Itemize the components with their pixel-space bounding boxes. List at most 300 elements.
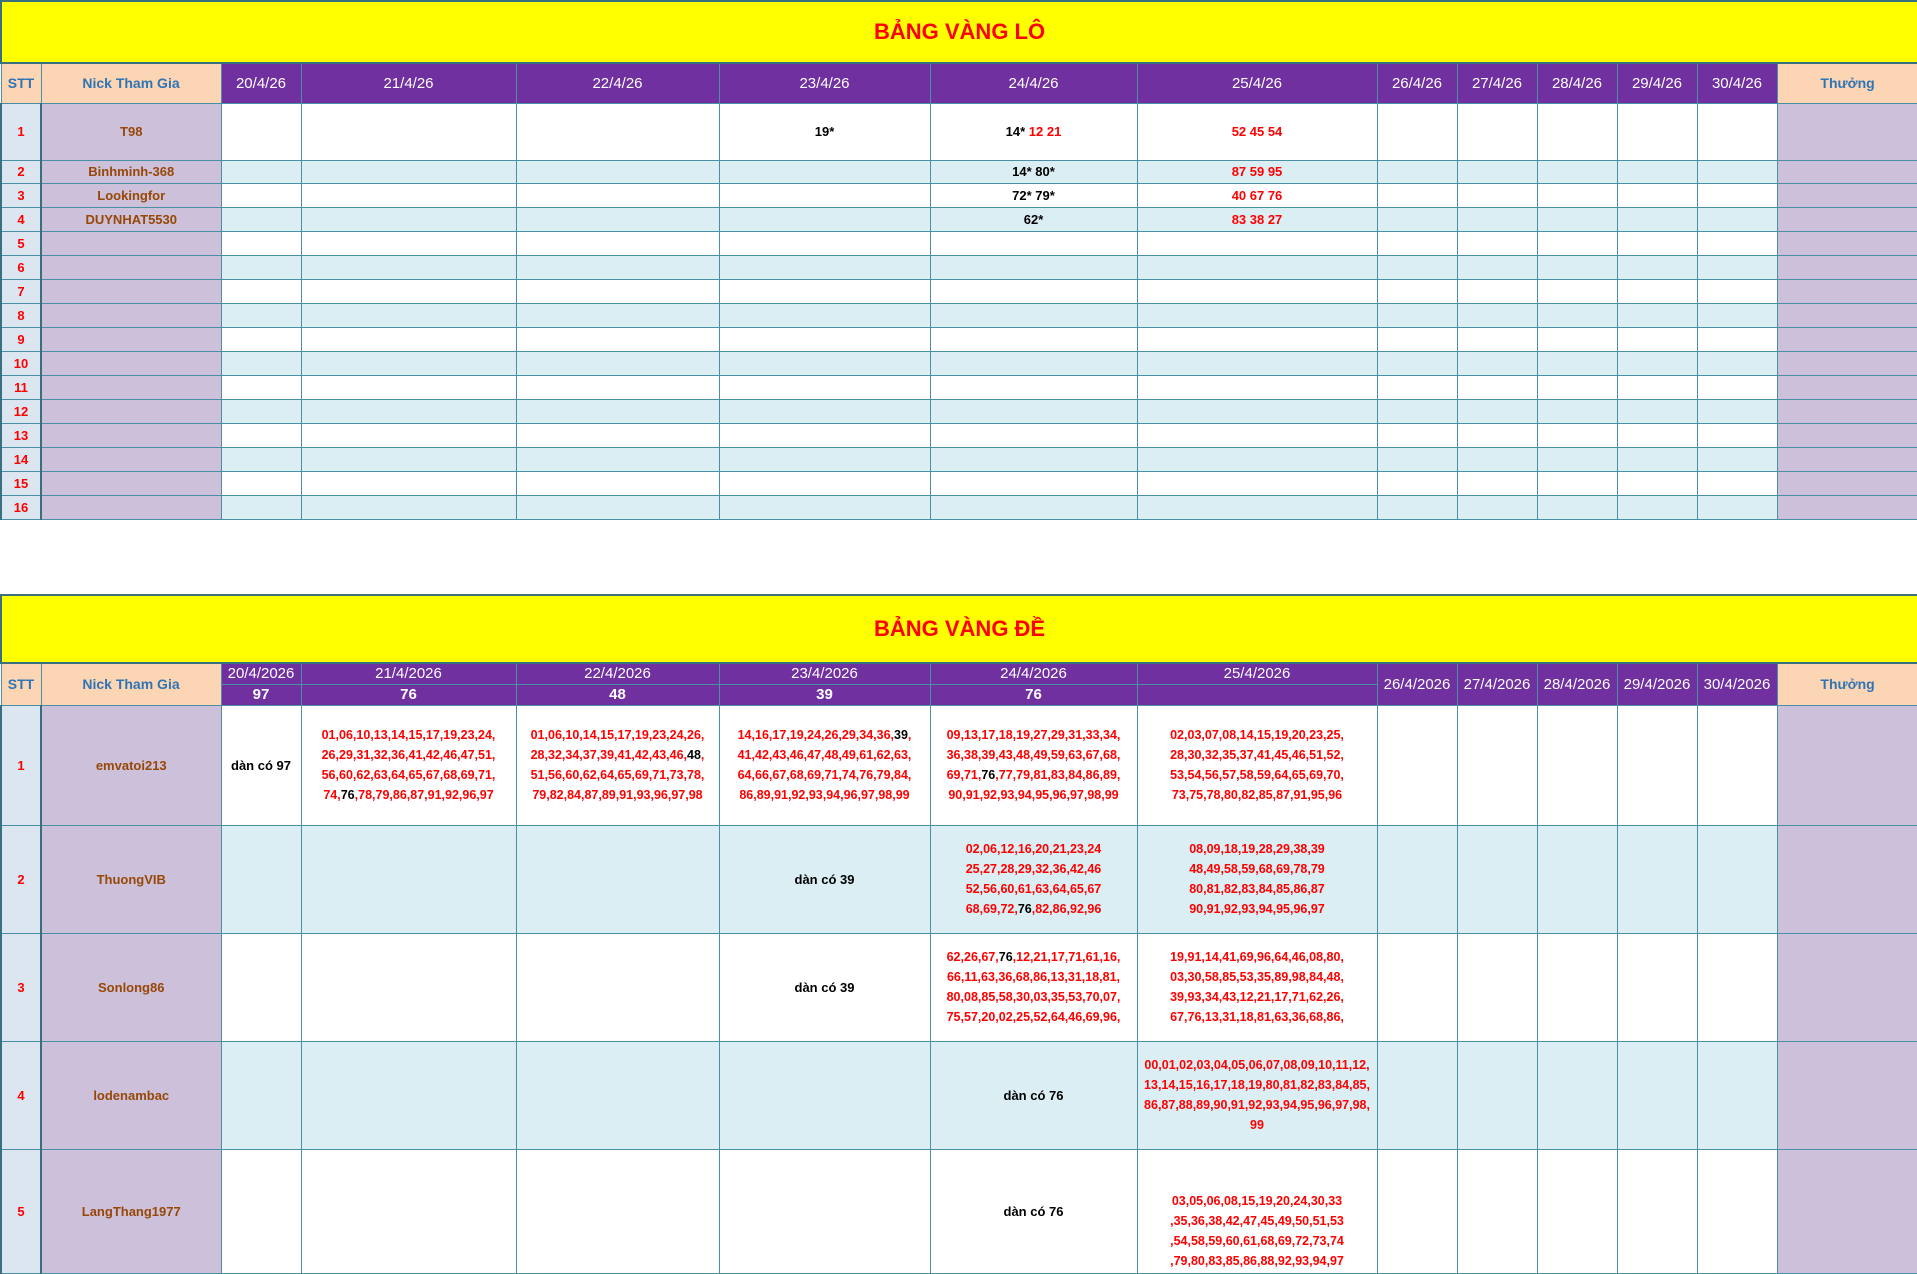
de-cell-22 bbox=[516, 1041, 719, 1149]
de-cell-30 bbox=[1697, 1041, 1777, 1149]
lo-cell-25 bbox=[1137, 447, 1377, 471]
lo-cell-29 bbox=[1617, 231, 1697, 255]
lo-cell-26 bbox=[1377, 495, 1457, 519]
lo-cell-29 bbox=[1617, 279, 1697, 303]
de-row-nick: ThuongVIB bbox=[41, 825, 221, 933]
de-result-23: 39 bbox=[719, 684, 930, 705]
lo-cell-27 bbox=[1457, 255, 1537, 279]
lo-cell-24-star: 72* 79* bbox=[1012, 187, 1055, 203]
lo-cell-21 bbox=[301, 495, 516, 519]
lo-cell-25 bbox=[1137, 279, 1377, 303]
lo-row-nick: DUYNHAT5530 bbox=[41, 207, 221, 231]
lo-cell-28 bbox=[1537, 103, 1617, 160]
lo-cell-26 bbox=[1377, 447, 1457, 471]
de-row-thuong bbox=[1777, 825, 1917, 933]
lo-cell-23 bbox=[719, 495, 930, 519]
de-cell-25: 08,09,18,19,28,29,38,39 48,49,58,59,68,69,78,79 80,81,82,83,84,85,86,87 90,91,92,93,94,95,96,97 bbox=[1137, 825, 1377, 933]
lo-cell-27 bbox=[1457, 495, 1537, 519]
lo-row bbox=[1, 279, 1917, 303]
de-cell-20: dàn có 97 bbox=[221, 705, 301, 825]
lo-cell-26 bbox=[1377, 423, 1457, 447]
de-header-date-22: 22/4/2026 bbox=[516, 663, 719, 684]
lo-cell-30 bbox=[1697, 447, 1777, 471]
lo-row-nick bbox=[41, 375, 221, 399]
lo-header-date-27: 27/4/26 bbox=[1457, 63, 1537, 103]
lo-row bbox=[1, 327, 1917, 351]
lo-cell-22 bbox=[516, 103, 719, 160]
lo-cell-24 bbox=[930, 103, 1137, 160]
de-cell-21 bbox=[301, 825, 516, 933]
lo-row-thuong bbox=[1777, 423, 1917, 447]
lo-cell-20 bbox=[221, 327, 301, 351]
lo-cell-22 bbox=[516, 207, 719, 231]
de-cell-21 bbox=[301, 1041, 516, 1149]
lo-row-thuong bbox=[1777, 231, 1917, 255]
lo-title: BẢNG VÀNG LÔ bbox=[1, 1, 1917, 63]
lo-cell-29 bbox=[1617, 423, 1697, 447]
lo-cell-27 bbox=[1457, 423, 1537, 447]
lo-cell-20 bbox=[221, 471, 301, 495]
lo-cell-27 bbox=[1457, 471, 1537, 495]
lo-cell-26 bbox=[1377, 160, 1457, 183]
lo-row-thuong bbox=[1777, 375, 1917, 399]
lo-row-thuong bbox=[1777, 471, 1917, 495]
lo-cell-23 bbox=[719, 423, 930, 447]
lo-cell-23 bbox=[719, 207, 930, 231]
lo-row-stt: 8 bbox=[1, 303, 41, 327]
lo-cell-22 bbox=[516, 327, 719, 351]
lo-cell-28 bbox=[1537, 423, 1617, 447]
lo-header-date-20: 20/4/26 bbox=[221, 63, 301, 103]
lo-cell-28 bbox=[1537, 375, 1617, 399]
de-cell-22-list-a: 01,06,10,14,15,17,19,23,24,26, 28,32,34,37,39,41,42,43,46, bbox=[530, 728, 705, 762]
de-row-stt: 5 bbox=[1, 1149, 41, 1273]
de-cell-21 bbox=[301, 1149, 516, 1273]
lo-cell-23: 19* bbox=[719, 103, 930, 160]
lo-row-nick bbox=[41, 351, 221, 375]
de-cell-30 bbox=[1697, 933, 1777, 1041]
lo-cell-22 bbox=[516, 231, 719, 255]
lo-header-date-30: 30/4/26 bbox=[1697, 63, 1777, 103]
lo-header-thuong: Thưởng bbox=[1777, 63, 1917, 103]
lo-cell-25 bbox=[1137, 231, 1377, 255]
de-row bbox=[1, 1149, 1917, 1273]
de-header-nick: Nick Tham Gia bbox=[41, 663, 221, 705]
lo-cell-30 bbox=[1697, 423, 1777, 447]
lo-row-stt: 12 bbox=[1, 399, 41, 423]
lo-row-nick bbox=[41, 423, 221, 447]
de-cell-27 bbox=[1457, 705, 1537, 825]
lo-row bbox=[1, 399, 1917, 423]
lo-cell-20 bbox=[221, 160, 301, 183]
lo-header-date-25: 25/4/26 bbox=[1137, 63, 1377, 103]
lo-row bbox=[1, 303, 1917, 327]
de-header-date-26: 26/4/2026 bbox=[1377, 663, 1457, 705]
lo-cell-24 bbox=[930, 207, 1137, 231]
lo-cell-30 bbox=[1697, 231, 1777, 255]
lo-row bbox=[1, 183, 1917, 207]
lo-row-stt: 5 bbox=[1, 231, 41, 255]
lo-cell-29 bbox=[1617, 399, 1697, 423]
lo-cell-30 bbox=[1697, 255, 1777, 279]
lo-cell-25: 87 59 95 bbox=[1137, 160, 1377, 183]
lo-row-stt: 3 bbox=[1, 183, 41, 207]
lo-cell-20 bbox=[221, 351, 301, 375]
lo-cell-28 bbox=[1537, 447, 1617, 471]
lo-cell-25 bbox=[1137, 423, 1377, 447]
lo-cell-24 bbox=[930, 351, 1137, 375]
lo-cell-20 bbox=[221, 279, 301, 303]
lo-cell-20 bbox=[221, 399, 301, 423]
lo-cell-21 bbox=[301, 327, 516, 351]
lo-cell-20 bbox=[221, 207, 301, 231]
de-cell-23-list-a: 14,16,17,19,24,26,29,34,36, bbox=[737, 728, 894, 742]
lo-cell-29 bbox=[1617, 495, 1697, 519]
lo-row-stt: 14 bbox=[1, 447, 41, 471]
lo-cell-21 bbox=[301, 351, 516, 375]
lo-cell-29 bbox=[1617, 351, 1697, 375]
de-cell-29 bbox=[1617, 1149, 1697, 1273]
de-cell-28 bbox=[1537, 705, 1617, 825]
de-table bbox=[0, 594, 1917, 1274]
de-cell-24-list-a: 09,13,17,18,19,27,29,31,33,34, 36,38,39,43,48,49,59,63,67,68, 69,71, bbox=[946, 728, 1121, 782]
lo-cell-28 bbox=[1537, 327, 1617, 351]
lo-cell-26 bbox=[1377, 375, 1457, 399]
de-cell-24-list-b: ,82,86,92,96 bbox=[1031, 902, 1102, 916]
lo-table bbox=[0, 0, 1917, 520]
lo-cell-24 bbox=[930, 327, 1137, 351]
de-cell-21-hit: 76 bbox=[340, 788, 355, 802]
de-cell-28 bbox=[1537, 825, 1617, 933]
lo-row-nick bbox=[41, 495, 221, 519]
lo-cell-26 bbox=[1377, 399, 1457, 423]
lo-row bbox=[1, 375, 1917, 399]
lo-cell-21 bbox=[301, 103, 516, 160]
lo-cell-21 bbox=[301, 423, 516, 447]
lo-cell-21 bbox=[301, 255, 516, 279]
lo-row-stt: 11 bbox=[1, 375, 41, 399]
lo-cell-26 bbox=[1377, 303, 1457, 327]
de-cell-29 bbox=[1617, 825, 1697, 933]
lo-cell-27 bbox=[1457, 207, 1537, 231]
lo-cell-24-star: 14* bbox=[1005, 124, 1026, 139]
lo-cell-22 bbox=[516, 375, 719, 399]
lo-cell-30 bbox=[1697, 207, 1777, 231]
lo-cell-23 bbox=[719, 399, 930, 423]
lo-cell-29 bbox=[1617, 160, 1697, 183]
lo-row bbox=[1, 471, 1917, 495]
de-cell-30 bbox=[1697, 825, 1777, 933]
lo-cell-28 bbox=[1537, 279, 1617, 303]
lo-cell-26 bbox=[1377, 255, 1457, 279]
de-cell-22 bbox=[516, 1149, 719, 1273]
de-cell-24-list-a: 02,06,12,16,20,21,23,24 25,27,28,29,32,36,42,46 52,56,60,61,63,64,65,67 68,69,72, bbox=[965, 842, 1102, 916]
lo-row-nick: T98 bbox=[41, 103, 221, 160]
lo-cell-25: 83 38 27 bbox=[1137, 207, 1377, 231]
lo-cell-27 bbox=[1457, 103, 1537, 160]
de-cell-30 bbox=[1697, 1149, 1777, 1273]
lo-cell-28 bbox=[1537, 255, 1617, 279]
lo-row-nick bbox=[41, 279, 221, 303]
de-cell-23-list-b: , 41,42,43,46,47,48,49,61,62,63, 64,66,67,68,69,71,74,76,79,84, 86,89,91,92,93,94,96,97,98,99 bbox=[737, 728, 912, 802]
lo-cell-24-star: 14* 80* bbox=[1012, 164, 1055, 179]
lo-row bbox=[1, 160, 1917, 183]
de-cell-28 bbox=[1537, 1149, 1617, 1273]
de-cell-25: 02,03,07,08,14,15,19,20,23,25, 28,30,32,35,37,41,45,46,51,52, 53,54,56,57,58,59,64,65,69,70, 73,75,78,80,82,85,87,91,95,96 bbox=[1137, 705, 1377, 825]
lo-cell-21 bbox=[301, 447, 516, 471]
lo-cell-22 bbox=[516, 423, 719, 447]
lo-row-stt: 1 bbox=[1, 103, 41, 160]
lo-cell-22 bbox=[516, 495, 719, 519]
lo-row-thuong bbox=[1777, 327, 1917, 351]
lo-header-date-26: 26/4/26 bbox=[1377, 63, 1457, 103]
lo-cell-28 bbox=[1537, 207, 1617, 231]
lo-row-stt: 16 bbox=[1, 495, 41, 519]
de-row-nick: emvatoi213 bbox=[41, 705, 221, 825]
lo-cell-22 bbox=[516, 279, 719, 303]
de-header-date-21: 21/4/2026 bbox=[301, 663, 516, 684]
lo-cell-24 bbox=[930, 303, 1137, 327]
lo-cell-30 bbox=[1697, 327, 1777, 351]
lo-cell-20 bbox=[221, 423, 301, 447]
de-cell-23 bbox=[719, 1041, 930, 1149]
lo-cell-30 bbox=[1697, 375, 1777, 399]
de-cell-24-hit: 76 bbox=[981, 768, 996, 782]
de-row-thuong bbox=[1777, 1149, 1917, 1273]
de-header-date-23: 23/4/2026 bbox=[719, 663, 930, 684]
de-cell-21 bbox=[301, 705, 516, 825]
lo-cell-21 bbox=[301, 471, 516, 495]
lo-header-date-29: 29/4/26 bbox=[1617, 63, 1697, 103]
lo-cell-27 bbox=[1457, 279, 1537, 303]
lo-cell-27 bbox=[1457, 351, 1537, 375]
de-cell-24 bbox=[930, 933, 1137, 1041]
lo-row-thuong bbox=[1777, 447, 1917, 471]
lo-cell-23 bbox=[719, 351, 930, 375]
lo-row bbox=[1, 207, 1917, 231]
lo-cell-24 bbox=[930, 495, 1137, 519]
de-cell-22 bbox=[516, 825, 719, 933]
lo-row-stt: 10 bbox=[1, 351, 41, 375]
lo-cell-28 bbox=[1537, 471, 1617, 495]
de-cell-27 bbox=[1457, 933, 1537, 1041]
lo-cell-20 bbox=[221, 103, 301, 160]
lo-header-date-24: 24/4/26 bbox=[930, 63, 1137, 103]
de-title: BẢNG VÀNG ĐỀ bbox=[1, 595, 1917, 663]
lo-row-nick bbox=[41, 399, 221, 423]
de-cell-27 bbox=[1457, 1149, 1537, 1273]
de-row-nick: lodenambac bbox=[41, 1041, 221, 1149]
lo-row-stt: 13 bbox=[1, 423, 41, 447]
lo-row-nick bbox=[41, 447, 221, 471]
lo-body bbox=[1, 103, 1917, 519]
de-cell-24-list-a: 62,26,67, bbox=[946, 950, 999, 964]
de-result-20: 97 bbox=[221, 684, 301, 705]
de-header-date-28: 28/4/2026 bbox=[1537, 663, 1617, 705]
lo-cell-28 bbox=[1537, 231, 1617, 255]
de-header-date-24: 24/4/2026 bbox=[930, 663, 1137, 684]
de-cell-24-list-b: ,12,21,17,71,61,16, 66,11,63,36,68,86,13,31,18,81, 80,08,85,58,30,03,35,53,70,07, 75,57,20,02,25,52,64,46,69,96, bbox=[946, 950, 1121, 1024]
de-cell-30 bbox=[1697, 705, 1777, 825]
lo-row bbox=[1, 255, 1917, 279]
lo-row-stt: 9 bbox=[1, 327, 41, 351]
lo-cell-27 bbox=[1457, 327, 1537, 351]
lo-cell-21 bbox=[301, 375, 516, 399]
lo-cell-30 bbox=[1697, 160, 1777, 183]
lo-row-thuong bbox=[1777, 351, 1917, 375]
de-cell-29 bbox=[1617, 705, 1697, 825]
lo-cell-25: 40 67 76 bbox=[1137, 183, 1377, 207]
de-cell-25: 00,01,02,03,04,05,06,07,08,09,10,11,12, 13,14,15,16,17,18,19,80,81,82,83,84,85, 86,87,88,89,90,91,92,93,94,95,96,97,98, 99 bbox=[1137, 1041, 1377, 1149]
lo-cell-26 bbox=[1377, 351, 1457, 375]
lo-cell-20 bbox=[221, 495, 301, 519]
lo-cell-24 bbox=[930, 471, 1137, 495]
lo-header-date-23: 23/4/26 bbox=[719, 63, 930, 103]
de-cell-28 bbox=[1537, 933, 1617, 1041]
de-cell-21-list-a: 01,06,10,13,14,15,17,19,23,24, 26,29,31,32,36,41,42,46,47,51, 56,60,62,63,64,65,67,68,69,71, 74, bbox=[321, 728, 496, 802]
lo-cell-29 bbox=[1617, 375, 1697, 399]
lo-cell-22 bbox=[516, 183, 719, 207]
lo-cell-30 bbox=[1697, 279, 1777, 303]
de-row-thuong bbox=[1777, 1041, 1917, 1149]
lo-cell-22 bbox=[516, 471, 719, 495]
lo-row-thuong bbox=[1777, 183, 1917, 207]
de-cell-24-list-b: ,77,79,81,83,84,86,89, 90,91,92,93,94,95,96,97,98,99 bbox=[948, 768, 1121, 802]
lo-cell-25 bbox=[1137, 351, 1377, 375]
lo-row-nick: Binhminh-368 bbox=[41, 160, 221, 183]
lo-cell-28 bbox=[1537, 160, 1617, 183]
lo-cell-24-red: 12 21 bbox=[1028, 124, 1062, 139]
de-cell-24: dàn có 76 bbox=[930, 1149, 1137, 1273]
lo-cell-27 bbox=[1457, 231, 1537, 255]
lo-row-nick: Lookingfor bbox=[41, 183, 221, 207]
lo-cell-20 bbox=[221, 255, 301, 279]
lo-row bbox=[1, 231, 1917, 255]
de-row bbox=[1, 933, 1917, 1041]
lo-cell-23 bbox=[719, 471, 930, 495]
lo-row-nick bbox=[41, 471, 221, 495]
lo-cell-23 bbox=[719, 183, 930, 207]
de-cell-23-hit: 39 bbox=[894, 728, 908, 742]
de-row-stt: 3 bbox=[1, 933, 41, 1041]
lo-cell-20 bbox=[221, 183, 301, 207]
de-cell-20 bbox=[221, 1149, 301, 1273]
lo-cell-29 bbox=[1617, 471, 1697, 495]
lo-row-thuong bbox=[1777, 160, 1917, 183]
lo-cell-21 bbox=[301, 231, 516, 255]
lo-cell-28 bbox=[1537, 495, 1617, 519]
de-cell-22-list-b: , 51,56,60,62,64,65,69,71,73,78, 79,82,84,87,89,91,93,96,97,98 bbox=[530, 748, 705, 802]
lo-cell-23 bbox=[719, 231, 930, 255]
lo-cell-22 bbox=[516, 399, 719, 423]
lo-row bbox=[1, 351, 1917, 375]
lo-cell-29 bbox=[1617, 183, 1697, 207]
de-row-thuong bbox=[1777, 933, 1917, 1041]
lo-cell-21 bbox=[301, 399, 516, 423]
lo-cell-26 bbox=[1377, 327, 1457, 351]
lo-row bbox=[1, 447, 1917, 471]
lo-cell-23 bbox=[719, 447, 930, 471]
lo-row-thuong bbox=[1777, 303, 1917, 327]
de-header-date-25: 25/4/2026 bbox=[1137, 663, 1377, 684]
de-row bbox=[1, 705, 1917, 825]
lo-cell-26 bbox=[1377, 279, 1457, 303]
lo-cell-22 bbox=[516, 447, 719, 471]
de-header-thuong: Thưởng bbox=[1777, 663, 1917, 705]
lo-header-date-22: 22/4/26 bbox=[516, 63, 719, 103]
lo-cell-24 bbox=[930, 255, 1137, 279]
lo-cell-25: 52 45 54 bbox=[1137, 103, 1377, 160]
lo-row-thuong bbox=[1777, 399, 1917, 423]
lo-cell-22 bbox=[516, 303, 719, 327]
de-header-date-27: 27/4/2026 bbox=[1457, 663, 1537, 705]
de-result-21: 76 bbox=[301, 684, 516, 705]
de-cell-21-list-b: ,78,79,86,87,91,92,96,97 bbox=[354, 788, 494, 802]
lo-row-stt: 15 bbox=[1, 471, 41, 495]
de-header-date-30: 30/4/2026 bbox=[1697, 663, 1777, 705]
lo-cell-21 bbox=[301, 183, 516, 207]
de-cell-26 bbox=[1377, 933, 1457, 1041]
de-cell-26 bbox=[1377, 705, 1457, 825]
lo-cell-27 bbox=[1457, 160, 1537, 183]
de-cell-25: 19,91,14,41,69,96,64,46,08,80, 03,30,58,85,53,35,89,98,84,48, 39,93,34,43,12,21,17,71,62,26, 67,76,13,31,18,81,63,36,68,86, bbox=[1137, 933, 1377, 1041]
lo-cell-29 bbox=[1617, 447, 1697, 471]
de-cell-24-hit: 76 bbox=[998, 950, 1013, 964]
lo-cell-21 bbox=[301, 279, 516, 303]
lo-cell-25 bbox=[1137, 255, 1377, 279]
lo-cell-21 bbox=[301, 160, 516, 183]
lo-cell-21 bbox=[301, 207, 516, 231]
de-cell-20 bbox=[221, 825, 301, 933]
lo-cell-26 bbox=[1377, 103, 1457, 160]
lo-cell-27 bbox=[1457, 303, 1537, 327]
de-cell-20 bbox=[221, 933, 301, 1041]
lo-cell-22 bbox=[516, 160, 719, 183]
lo-cell-29 bbox=[1617, 207, 1697, 231]
lo-cell-27 bbox=[1457, 183, 1537, 207]
de-row-stt: 4 bbox=[1, 1041, 41, 1149]
lo-row-thuong bbox=[1777, 103, 1917, 160]
lo-cell-25 bbox=[1137, 303, 1377, 327]
lo-cell-24 bbox=[930, 279, 1137, 303]
lo-cell-20 bbox=[221, 231, 301, 255]
lo-cell-27 bbox=[1457, 399, 1537, 423]
de-row bbox=[1, 825, 1917, 933]
lo-cell-24 bbox=[930, 423, 1137, 447]
lo-cell-23 bbox=[719, 375, 930, 399]
lo-cell-23 bbox=[719, 303, 930, 327]
lo-cell-24 bbox=[930, 375, 1137, 399]
lo-cell-24 bbox=[930, 183, 1137, 207]
de-cell-29 bbox=[1617, 1041, 1697, 1149]
lo-cell-24-star: 62* bbox=[1023, 211, 1044, 227]
lo-header-stt: STT bbox=[1, 63, 41, 103]
de-cell-23: dàn có 39 bbox=[719, 933, 930, 1041]
de-cell-20 bbox=[221, 1041, 301, 1149]
lo-cell-30 bbox=[1697, 399, 1777, 423]
lo-cell-25 bbox=[1137, 471, 1377, 495]
lo-row-thuong bbox=[1777, 495, 1917, 519]
lo-row bbox=[1, 495, 1917, 519]
lo-cell-25 bbox=[1137, 495, 1377, 519]
lo-cell-22 bbox=[516, 255, 719, 279]
lo-cell-24 bbox=[930, 231, 1137, 255]
de-cell-24-hit: 76 bbox=[1017, 902, 1032, 916]
de-row-stt: 2 bbox=[1, 825, 41, 933]
lo-cell-22 bbox=[516, 351, 719, 375]
de-header-stt: STT bbox=[1, 663, 41, 705]
de-cell-22 bbox=[516, 933, 719, 1041]
